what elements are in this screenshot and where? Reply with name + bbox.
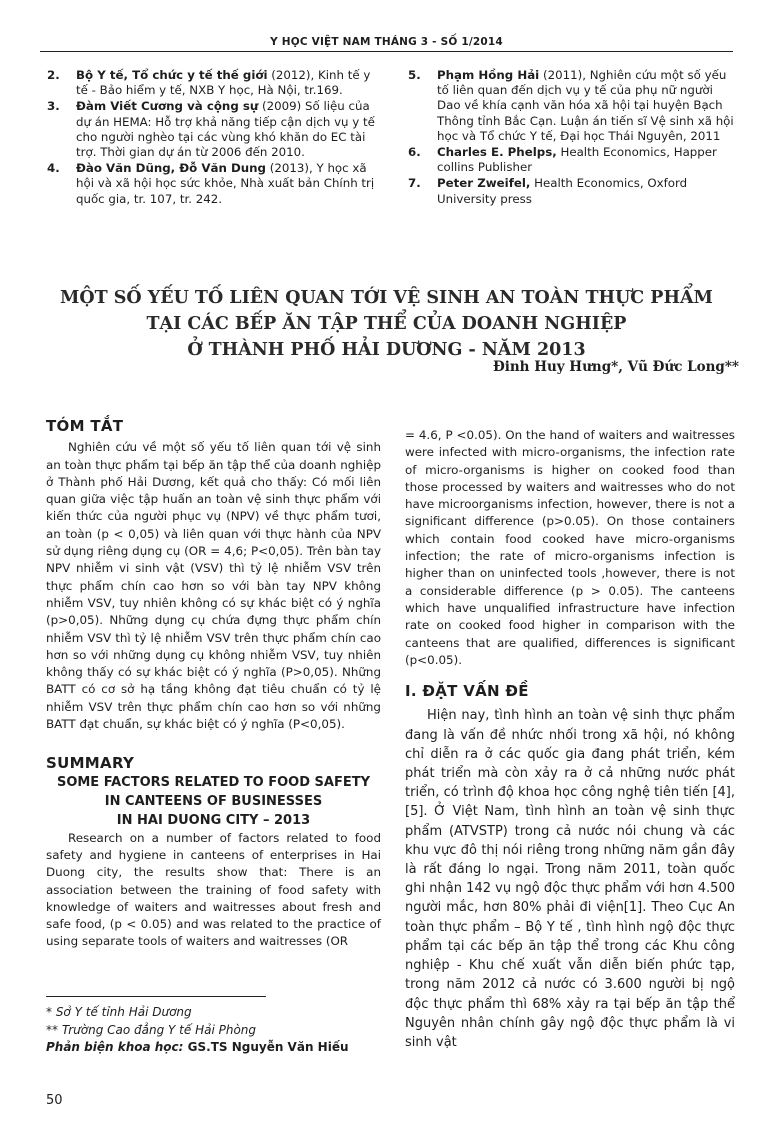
summary-title-line: IN CANTEENS OF BUSINESSES bbox=[104, 793, 323, 809]
reference-author: Đàm Viết Cương và cộng sự bbox=[76, 99, 259, 114]
article-title bbox=[40, 285, 733, 363]
dat-van-de-heading: I. ĐẶT VẤN ĐỀ bbox=[405, 682, 529, 701]
reference-author: Phạm Hồng Hải bbox=[437, 68, 540, 82]
reference-item bbox=[47, 68, 382, 98]
tom-tat-heading: TÓM TẮT bbox=[46, 417, 124, 435]
reference-text: (2009) Số liệu của dự án HEMA: Hỗ trợ khả năng tiếp cận dịch vụ y tế cho người nghèo tại các vùng khó khăn do EC tài trợ. Thời gian dự án từ 2006 đến 2010. bbox=[76, 99, 375, 160]
reference-item bbox=[408, 145, 736, 175]
reference-number: 6. bbox=[408, 145, 421, 160]
header-rule bbox=[40, 51, 733, 52]
summary-text-continued: = 4.6, P <0.05). On the hand of waiters and waitresses were infected with micro-organisms, the infection rate of micro-organisms is higher on cooked food than those processed by waiters and waitresses who do not have microorganisms infection, however, there is not a significant difference (p>0.05). On those containers which contain food cooked have micro-organisms infection; the rate of micro-organisms infection is higher than on uninfected tools ,however, there is not a considerable difference (p > 0.05). The canteens which have unqualified infrastructure have infection rate on cooked food higher in comparison with the canteens that are qualified, differences is significant (p<0.05). bbox=[405, 428, 735, 667]
summary-text: Research on a number of factors related to food safety and hygiene in canteens of enterprises in Hai Duong city, the results show that: There is an association between the training of food safety with knowledge of waiters and waitresses about fresh and safe food, (p < 0.05) and was related to the practice of using separate tools of waiters and waitresses (OR bbox=[46, 830, 381, 949]
references-left bbox=[47, 68, 382, 208]
reference-text: Health Economics, Happer collins Publisher bbox=[437, 145, 717, 175]
reference-author: Charles E. Phelps, bbox=[437, 145, 557, 160]
reviewer-line bbox=[46, 1039, 386, 1057]
reviewer-name: GS.TS Nguyễn Văn Hiếu bbox=[183, 1040, 349, 1054]
page-number: 50 bbox=[46, 1093, 63, 1108]
journal-header: Y HỌC VIỆT NAM THÁNG 3 - SỐ 1/2014 bbox=[270, 36, 503, 48]
reference-number: 3. bbox=[47, 99, 60, 114]
summary-heading: SUMMARY bbox=[46, 754, 135, 773]
footnote-rule bbox=[46, 996, 266, 997]
footnotes bbox=[46, 1004, 386, 1057]
reviewer-label: Phản biện khoa học: bbox=[46, 1040, 184, 1054]
reference-number: 7. bbox=[408, 176, 421, 191]
reference-item bbox=[408, 176, 736, 206]
reference-text: (2012), Kinh tế y tế - Bảo hiểm y tế, NXB Y học, Hà Nội, tr.169. bbox=[76, 68, 371, 98]
reference-author: Đào Văn Dũng, Đỗ Văn Dung bbox=[76, 161, 267, 176]
title-line: TẠI CÁC BẾP ĂN TẬP THỂ CỦA DOANH NGHIỆP bbox=[146, 314, 627, 334]
tom-tat-text: Nghiên cứu về một số yếu tố liên quan tới vệ sinh an toàn thực phẩm tại bếp ăn tập thể của doanh nghiệp ở Thành phố Hải Dương, kết quả cho thấy: Có mối liên quan giữa việc tập huấn an toàn vệ sinh thực phẩm với kiến thức của người phục vụ (NPV) về thực phẩm tươi, an toàn (p < 0,05) và liên quan với thực hành của NPV sử dụng riêng dụng cụ (OR = 4,6; P<0,05). Trên bàn tay NPV nhiễm vi sinh vật (VSV) thì tỷ lệ nhiễm VSV trên thực phẩm chín cao hơn so với bàn tay NPV không nhiễm VSV, tuy nhiên không có sự khác biệt có ý nghĩa (p>0,05). Những dụng cụ chứa đựng thực phẩm chín nhiễm VSV thì tỷ lệ nhiễm VSV trên thực phẩm chín cao hơn so với những dụng cụ không nhiễm VSV, tuy nhiên không thấy có sự khác biệt có ý nghĩa (P>0,05). Những BATT có cơ sở hạ tầng không đạt tiêu chuẩn có tỷ lệ nhiễm VSV trên thực phẩm chín cao hơn so với những BATT đạt chuẩn, sự khác biệt có ý nghĩa (P<0,05). bbox=[46, 440, 381, 732]
dat-van-de-text: Hiện nay, tình hình an toàn vệ sinh thực phẩm đang là vấn đề nhức nhối trong xã hội, nó không chỉ diễn ra ở các quốc gia đang phát triển, kém phát triển mà còn xảy ra ở cả những nước phát triển, có trình độ khoa học công nghệ tiên tiến [4], [5]. Ở Việt Nam, tình hình an toàn vệ sinh thực phẩm (ATVSTP) trong cả nước nói chung và các khu vực đô thị nói riêng trong những năm gần đây là rất đáng lo ngại. Trong năm 2011, toàn quốc ghi nhận 142 vụ ngộ độc thực phẩm với hơn 4.500 người mắc, hơn 80% phải đi viện[1]. Theo Cục An toàn thực phẩm – Bộ Y tế , tình hình ngộ độc thực phẩm tại các bếp ăn tập thể trong các Khu công nghiệp - Khu chế xuất vẫn diễn biến phức tạp, trong năm 2012 cả nước có 3.600 người bị ngộ độc thực phẩm thì 68% xảy ra tại bếp ăn tập thể Nguyên nhân chính gây ngộ độc thực phẩm là vi sinh vật bbox=[405, 708, 735, 1050]
reference-text: (2011), Nghiên cứu một số yếu tố liên quan đến dịch vụ y tế của phụ nữ người Dao về khía cạnh văn hóa xã hội tại huyện Bạch Thông tỉnh Bắc Cạn. Luận án tiến sĩ Vệ sinh xã hội học và Tổ chức Y tế, Đại học Thái Nguyên, 2011 bbox=[437, 68, 734, 143]
reference-number: 2. bbox=[47, 68, 60, 82]
reference-number: 5. bbox=[408, 68, 421, 82]
reference-item bbox=[47, 99, 382, 160]
footnote-affiliation-2: ** Trường Cao đẳng Y tế Hải Phòng bbox=[46, 1022, 257, 1037]
reference-author: Peter Zweifel, bbox=[437, 176, 531, 191]
reference-item bbox=[408, 68, 736, 144]
reference-text: Health Economics, Oxford University press bbox=[437, 176, 688, 206]
footnote-affiliation-1: * Sở Y tế tỉnh Hải Dương bbox=[46, 1005, 192, 1019]
reference-number: 4. bbox=[47, 161, 60, 176]
reference-text: (2013), Y học xã hội và xã hội học sức khỏe, Nhà xuất bản Chính trị quốc gia, tr. 107, tr. 242. bbox=[76, 161, 375, 206]
references-right bbox=[408, 68, 736, 208]
right-column bbox=[405, 427, 735, 1052]
reference-item bbox=[47, 161, 382, 207]
title-line: MỘT SỐ YẾU TỐ LIÊN QUAN TỚI VỆ SINH AN TOÀN THỰC PHẨM bbox=[60, 288, 713, 308]
left-column bbox=[46, 418, 381, 951]
title-line: Ở THÀNH PHỐ HẢI DƯƠNG - NĂM 2013 bbox=[187, 340, 586, 360]
summary-title-line: IN HAI DUONG CITY – 2013 bbox=[116, 812, 311, 828]
summary-title-line: SOME FACTORS RELATED TO FOOD SAFETY bbox=[56, 774, 371, 790]
article-authors: Đinh Huy Hưng*, Vũ Đức Long** bbox=[492, 359, 739, 375]
reference-author: Bộ Y tế, Tổ chức y tế thế giới bbox=[76, 68, 268, 82]
